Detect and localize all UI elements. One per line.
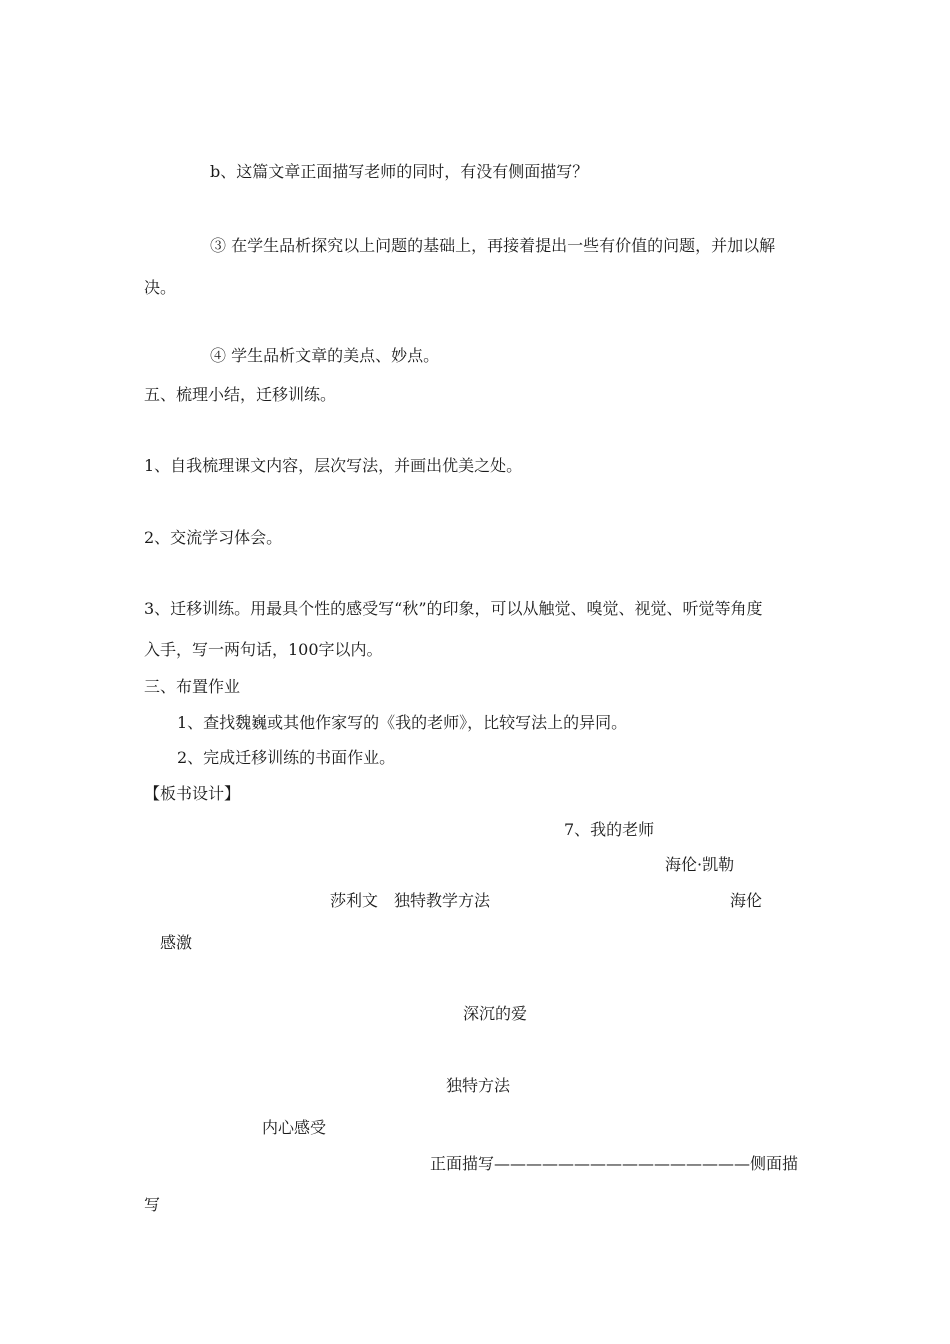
board-inner-feeling: 内心感受 — [262, 1118, 327, 1137]
board-gratitude: 感激 — [160, 933, 193, 952]
section5-item1: 1、自我梳理课文内容，层次写法，并画出优美之处。 — [144, 456, 523, 475]
section5-item3-line1: 3、迁移训练。用最具个性的感受写“秋”的印象，可以从触觉、嗅觉、视觉、听觉等角度 — [144, 599, 763, 618]
question-b: b、这篇文章正面描写老师的同时，有没有侧面描写？ — [210, 162, 589, 181]
board-unique-method: 独特方法 — [446, 1076, 511, 1095]
board-deep-love: 深沉的爱 — [463, 1004, 528, 1023]
board-heading: 【板书设计】 — [144, 784, 241, 803]
board-helen: 海伦 — [730, 891, 763, 910]
board-author: 海伦·凯勒 — [665, 855, 735, 874]
board-title: 7、我的老师 — [564, 820, 655, 839]
homework-heading: 三、布置作业 — [144, 677, 241, 696]
homework-item1: 1、查找魏巍或其他作家写的《我的老师》，比较写法上的异同。 — [177, 713, 628, 732]
board-description-line1: 正面描写————————————————侧面描 — [430, 1154, 799, 1173]
board-sullivan-method: 莎利文 独特教学方法 — [330, 891, 491, 910]
step3-line2: 决。 — [144, 278, 177, 297]
section5-heading: 五、梳理小结，迁移训练。 — [144, 385, 337, 404]
homework-item2: 2、完成迁移训练的书面作业。 — [177, 748, 396, 767]
board-description-line2: 写 — [144, 1195, 161, 1214]
step4: ④ 学生品析文章的美点、妙点。 — [210, 346, 440, 365]
step3-line1: ③ 在学生品析探究以上问题的基础上，再接着提出一些有价值的问题，并加以解 — [210, 236, 776, 255]
section5-item2: 2、交流学习体会。 — [144, 528, 283, 547]
section5-item3-line2: 入手，写一两句话，100字以内。 — [144, 640, 383, 659]
